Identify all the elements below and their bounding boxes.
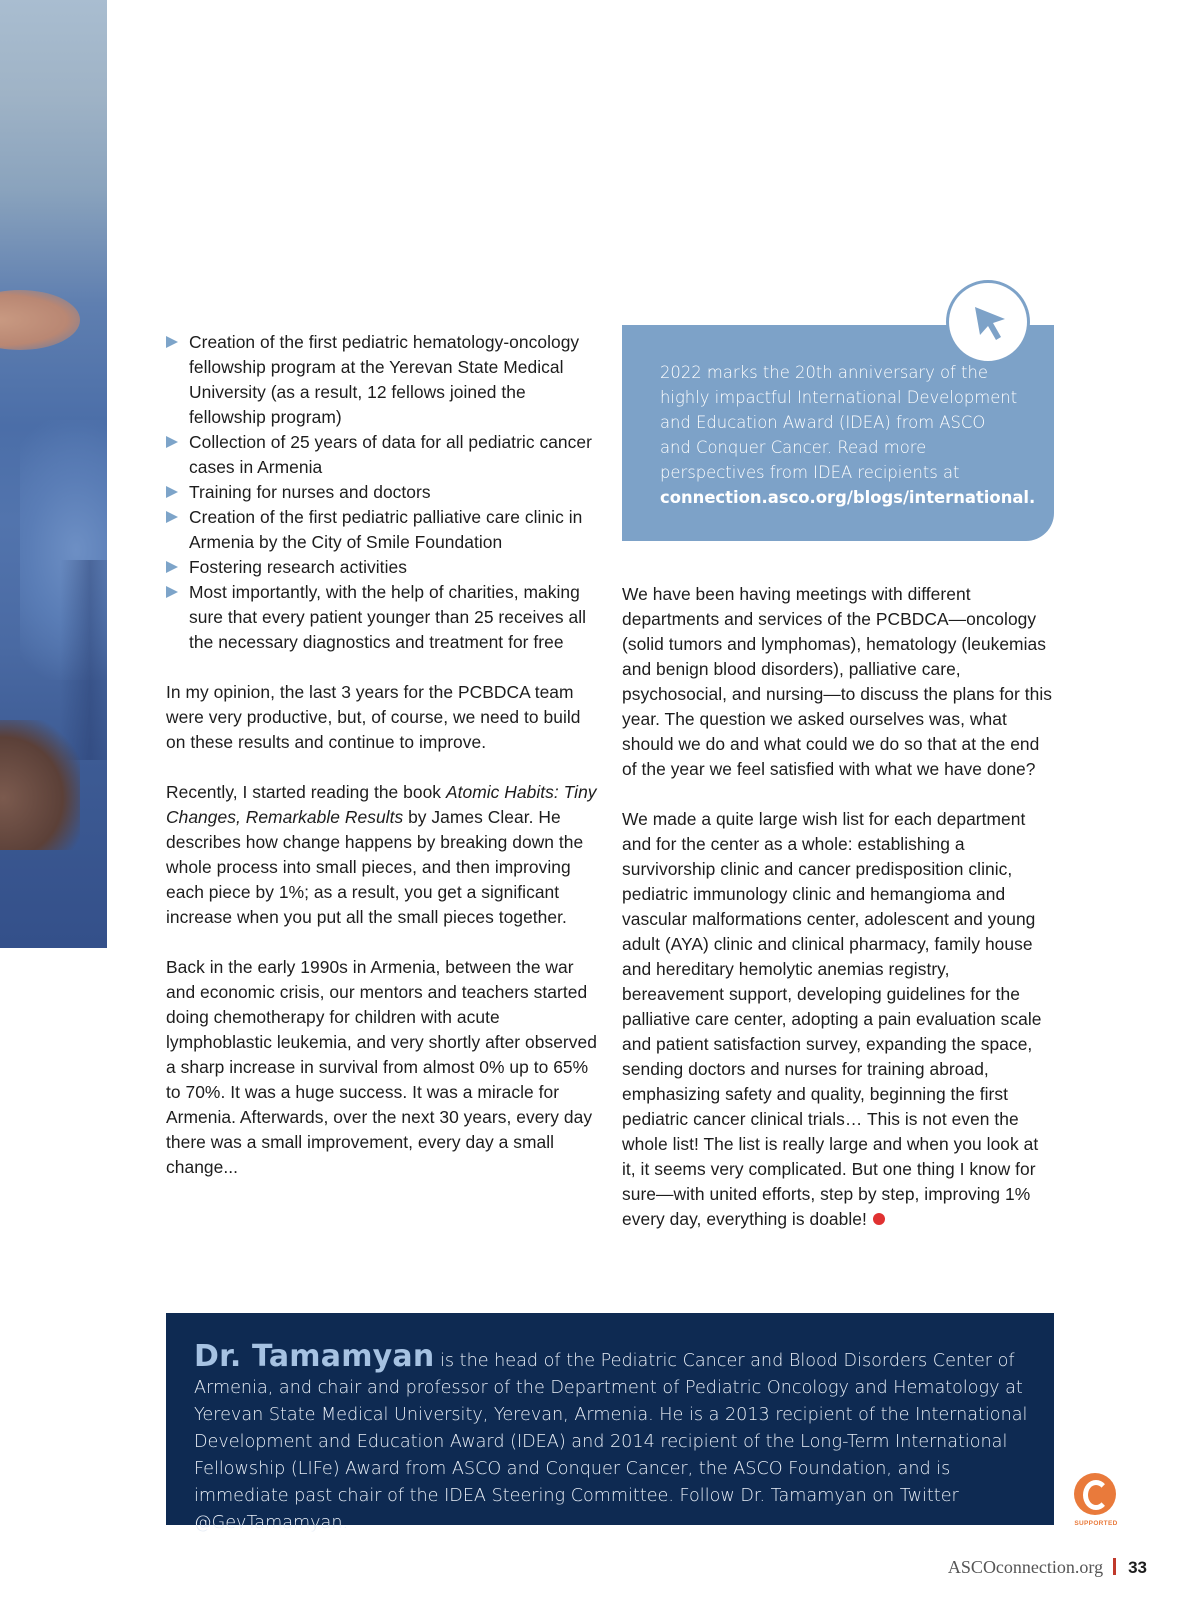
author-bio-box	[166, 1313, 1054, 1533]
footer-separator	[1113, 1558, 1116, 1575]
body-paragraph: We have been having meetings with different departments and services of the PCBDCA—oncology (solid tumors and lymphomas), hematology (leukemias and benign blood disorders), palliative care, psychosocial, and nursing—to discuss the plans for this year. The question we asked ourselves was, what should we do and what could we do so that at the end of the year we feel satisfied with what we have done?	[622, 584, 1053, 779]
right-column	[622, 582, 1054, 1257]
body-paragraph: We made a quite large wish list for each department and for the center as a whole: establishing a survivorship clinic and cancer predisposition clinic, pediatric immunology clinic and hemangioma and vascular malformations center, adolescent and young adult (AYA) clinic and clinical pharmacy, family house and hereditary hemolytic anemias registry, bereavement support, developing guidelines for the palliative care center, adopting a pain evaluation scale and patient satisfaction survey, expanding the space, sending doctors and nurses for training abroad, emphasizing safety and quality, beginning the first pediatric cancer clinical trials… This is not even the whole list! The list is really large and when you look at it, it seems very complicated. But one thing I know for sure—with united efforts, step by step, improving 1% every day, everything is doable!	[622, 809, 1042, 1229]
book-title: Atomic Habits: Tiny Changes, Remarkable Results	[166, 782, 597, 827]
end-of-article-icon	[873, 1213, 885, 1225]
site-name: ASCOconnection.org	[947, 1557, 1104, 1577]
triangle-bullet-icon	[166, 436, 178, 448]
triangle-bullet-icon	[166, 336, 178, 348]
page-number: 33	[1128, 1558, 1147, 1577]
conquer-cancer-c-icon	[1074, 1473, 1116, 1515]
supported-badge	[1074, 1473, 1118, 1531]
callout-link[interactable]: connection.asco.org/blogs/international.	[660, 488, 1036, 507]
list-item: Creation of the first pediatric hematology-oncology fellowship program at the Yerevan State Medical University (as a result, 12 fellows joined the fellowship program)	[166, 330, 600, 430]
accomplishments-list	[166, 330, 600, 655]
author-bio: Dr. Tamamyan is the head of the Pediatric Cancer and Blood Disorders Center of Armenia, and chair and professor of the Department of Pediatric Oncology and Hematology at Yerevan State Medical University, Yerevan, Armenia. He is a 2013 recipient of the International Development and Education Award (IDEA) and 2014 recipient of the Long-Term International Fellowship (LIFe) Award from ASCO and Conquer Cancer, the ASCO Foundation, and is immediate past chair of the IDEA Steering Committee. Follow Dr. Tamamyan on Twitter @GevTamamyan.	[194, 1339, 1028, 1533]
photo-detail-skin	[0, 290, 80, 350]
list-item: Fostering research activities	[166, 555, 600, 580]
cursor-badge	[946, 280, 1030, 364]
body-paragraph: Recently, I started reading the book Atomic Habits: Tiny Changes, Remarkable Results by James Clear. He describes how change happens by breaking down the whole process into small pieces, and then improving each piece by 1%; as a result, you get a significant increase when you put all the small pieces together.	[166, 782, 597, 927]
author-name: Dr. Tamamyan	[194, 1339, 435, 1374]
cursor-arrow-icon	[971, 303, 1011, 345]
callout-text: 2022 marks the 20th anniversary of the highly impactful International Development and Education Award (IDEA) from ASCO and Conquer Cancer. Read more perspectives from IDEA recipients at connection.asco.org/blogs/international.	[660, 363, 1036, 507]
doctor-photo	[0, 0, 107, 948]
body-paragraph: Back in the early 1990s in Armenia, between the war and economic crisis, our mentors and teachers started doing chemotherapy for children with acute lymphoblastic leukemia, and very shortly after observed a sharp increase in survival from almost 0% up to 65% to 70%. It was a huge success. It was a miracle for Armenia. Afterwards, over the next 30 years, every day there was a small improvement, every day a small change...	[166, 957, 597, 1177]
list-item: Training for nurses and doctors	[166, 480, 600, 505]
triangle-bullet-icon	[166, 486, 178, 498]
list-item: Collection of 25 years of data for all pediatric cancer cases in Armenia	[166, 430, 600, 480]
triangle-bullet-icon	[166, 511, 178, 523]
triangle-bullet-icon	[166, 561, 178, 573]
supported-label: SUPPORTED	[1074, 1520, 1118, 1527]
list-item: Most importantly, with the help of charities, making sure that every patient younger than 25 receives all the necessary diagnostics and treatment for free	[166, 580, 600, 655]
left-column	[166, 330, 600, 1205]
photo-detail-arm	[0, 720, 80, 850]
list-item: Creation of the first pediatric palliative care clinic in Armenia by the City of Smile Foundation	[166, 505, 600, 555]
triangle-bullet-icon	[166, 586, 178, 598]
body-paragraph: In my opinion, the last 3 years for the PCBDCA team were very productive, but, of course, we need to build on these results and continue to improve.	[166, 682, 581, 752]
page-footer	[948, 1557, 1147, 1578]
